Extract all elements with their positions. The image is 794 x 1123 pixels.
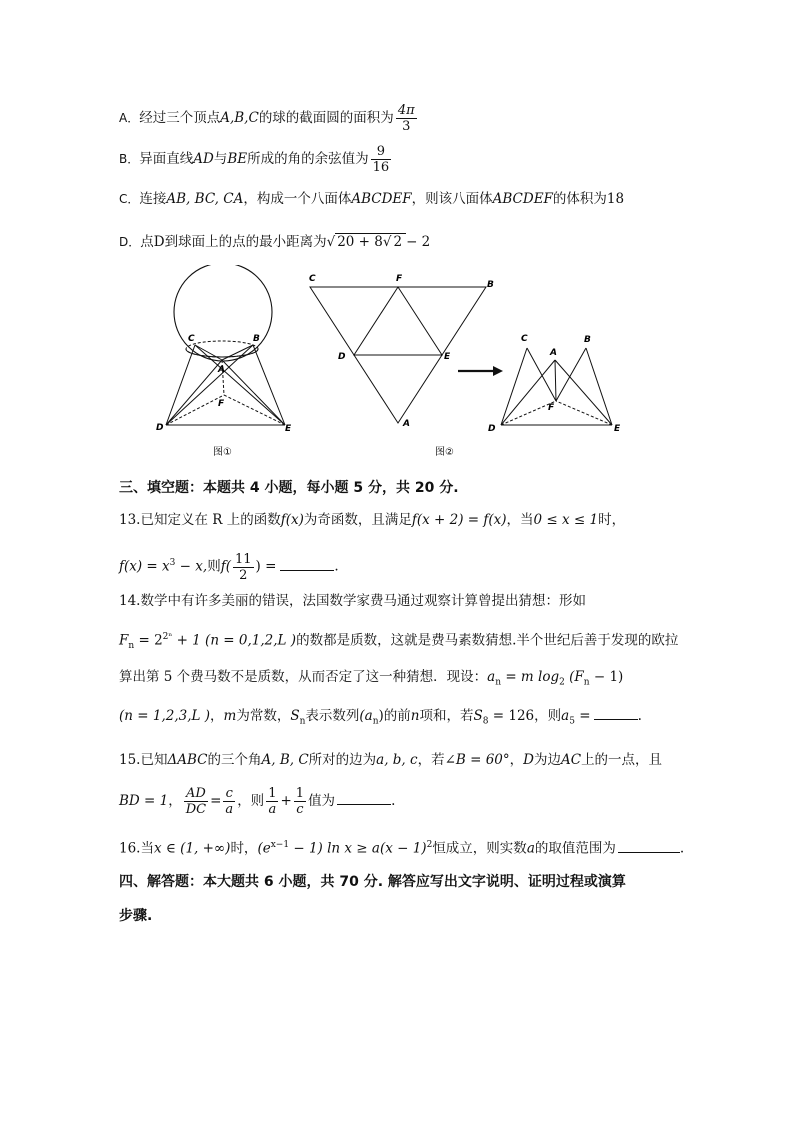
q13-text: 为奇函数，且满足	[303, 512, 412, 528]
q13-exponent: 3	[169, 558, 176, 568]
option-c-math-3: ABCDEF	[492, 191, 553, 207]
q15-math: AC	[560, 752, 582, 768]
q15-math: ΔABC	[167, 752, 208, 768]
label-D: D	[338, 352, 346, 362]
option-b-fraction	[371, 144, 392, 175]
edge	[222, 360, 285, 425]
q15-math: =	[210, 793, 222, 809]
q13-text: 时，	[598, 512, 626, 528]
option-b-label: B．	[119, 152, 140, 166]
q15-fraction-2	[223, 786, 235, 817]
q15-text: 为边	[533, 752, 561, 768]
q14-math: = m log	[501, 669, 560, 685]
q15-text: 上的一点，且	[581, 752, 663, 768]
q14-exponent: 2ⁿ	[162, 632, 173, 642]
q16-text: 恒成立，则实数	[432, 840, 527, 857]
q14-math: )	[378, 708, 384, 724]
q14-math: =	[574, 708, 591, 724]
label-E: E	[285, 424, 292, 434]
figure-1	[156, 265, 292, 458]
q14-subscript: 5	[569, 716, 575, 727]
q14-math: n	[410, 708, 420, 724]
q13-fraction	[233, 552, 254, 583]
q15-text: ，则	[237, 793, 265, 809]
q14-math: a	[487, 669, 496, 685]
q16-line	[119, 834, 684, 860]
fraction-numerator: 1	[268, 786, 277, 801]
q15-math: D	[523, 752, 534, 768]
fraction-denominator: a	[268, 802, 277, 817]
fraction-denominator: c	[296, 802, 304, 817]
q13-text: ，当	[506, 512, 534, 528]
q13-text: .	[334, 558, 339, 575]
figure-1-caption: 图①	[213, 447, 232, 458]
q16-text: 16.当	[119, 840, 154, 857]
q13-math: f(	[220, 558, 231, 575]
q13-math: 0 ≤ x ≤ 1	[533, 512, 599, 528]
q16-exponent: 2	[426, 840, 433, 850]
q13-math: − x,	[175, 558, 208, 575]
q14-line-4	[119, 705, 642, 733]
option-d-math-2: 2	[393, 234, 403, 250]
q14-text: 算出第 5 个费马数不是质数，从而否定了这一种猜想．现设：	[119, 669, 488, 685]
edge	[586, 348, 612, 425]
q15-math: BD = 1	[119, 793, 169, 809]
option-a-math-1: A,B,C	[220, 110, 259, 126]
q14-text: 项和，若	[419, 708, 474, 724]
label-B: B	[253, 334, 260, 344]
q15-math: A, B, C	[261, 752, 309, 768]
q14-subscript: 2	[559, 677, 565, 688]
option-a-text-1: 经过三个顶点	[139, 110, 221, 126]
option-d-text-1: 点D到球面上的点的最小距离为	[140, 234, 327, 250]
q14-text: 的前	[383, 708, 411, 724]
label-C: C	[188, 334, 195, 344]
q15-text: 所对的边为	[308, 752, 377, 768]
q15-fraction-4	[294, 786, 306, 817]
fraction-numerator: AD	[184, 786, 208, 802]
q14-subscript: n	[372, 716, 379, 727]
edge	[166, 345, 195, 425]
q14-math: (a	[359, 708, 373, 724]
answer-blank[interactable]	[280, 557, 334, 571]
fraction-denominator: 3	[402, 119, 411, 134]
option-b-text-1: 异面直线	[139, 151, 194, 167]
sphere	[174, 265, 272, 361]
q14-text: .	[637, 708, 642, 724]
q14-subscript: n	[299, 716, 306, 727]
q13-line-1	[119, 509, 625, 531]
figure-2	[309, 274, 494, 458]
fraction-numerator: 11	[234, 551, 252, 567]
q14-subscript: n	[495, 677, 502, 688]
edge	[222, 345, 253, 360]
q14-text: 为常数，	[236, 708, 291, 724]
q15-text: ，	[168, 793, 182, 809]
q15-text: 值为	[308, 793, 336, 809]
q15-fraction-3	[266, 786, 278, 817]
q15-text: 的三个角	[207, 752, 262, 768]
q16-math: − 1) ln x ≥ a(x − 1)	[289, 840, 427, 857]
q15-math: a, b, c	[376, 752, 418, 768]
edge	[501, 360, 555, 425]
fraction-numerator: 4π	[397, 103, 415, 118]
q13-math: f(x + 2) = f(x)	[411, 512, 507, 528]
option-c-text-3: ，则该八面体	[411, 191, 493, 207]
label-B: B	[487, 280, 494, 290]
label-F: F	[218, 399, 225, 409]
option-c	[119, 188, 624, 210]
edge	[556, 348, 586, 401]
q15-text: 15.已知	[119, 752, 168, 768]
q14-math: S	[473, 708, 483, 724]
option-d-math-3: − 2	[406, 234, 431, 250]
q14-math: F	[119, 632, 129, 649]
q15-math: +	[280, 793, 292, 809]
q14-math: = 126	[488, 708, 535, 724]
option-a	[119, 102, 419, 134]
figure-area	[0, 265, 794, 465]
q14-math: − 1)	[589, 669, 624, 685]
q14-text: 表示数列	[305, 708, 360, 724]
q14-text: 的数都是质数，这就是费马素数猜想.半个世纪后善于发现的欧拉	[296, 632, 679, 649]
q14-text: ，则	[534, 708, 562, 724]
label-C: C	[521, 334, 528, 344]
option-b-math-1: AD	[193, 151, 214, 167]
option-d-label: D．	[119, 235, 141, 249]
edge	[166, 360, 222, 425]
option-b-math-2: BE	[227, 151, 248, 167]
q16-exponent: x−1	[270, 840, 290, 850]
label-F: F	[548, 403, 555, 413]
option-a-text-2: 的球的截面圆的面积为	[258, 110, 394, 126]
q16-text: .	[679, 840, 685, 857]
option-c-text-2: ，构成一个八面体	[243, 191, 352, 207]
fraction-numerator: 1	[295, 786, 305, 801]
hidden-edge	[224, 395, 285, 425]
fraction-denominator: DC	[185, 802, 207, 817]
q14-math: m	[223, 708, 237, 724]
q15-line-1	[119, 749, 662, 771]
option-b-text-2: 与	[213, 151, 228, 167]
q16-math: a	[526, 840, 535, 857]
option-d	[119, 231, 430, 253]
option-c-text-1: 连接	[139, 191, 167, 207]
q15-text: .	[391, 793, 396, 809]
q14-math: S	[290, 708, 300, 724]
q16-math: x ∈ (1, +∞)	[153, 840, 231, 857]
q16-math: (e	[257, 840, 271, 857]
option-d-math-1: 20 + 8	[337, 234, 383, 250]
section-4-heading-line-1: 四、解答题：本大题共 6 小题，共 70 分. 解答应写出文字说明、证明过程或演算	[119, 874, 626, 890]
fraction-numerator: 9	[371, 144, 392, 160]
q14-line-1: 14.数学中有许多美丽的错误，法国数学家费马通过观察计算曾提出猜想：形如	[119, 593, 586, 609]
q14-line-2	[119, 626, 678, 657]
q16-text: 的取值范围为	[534, 840, 616, 857]
q15-line-2	[119, 784, 395, 818]
q14-math: (F	[564, 669, 584, 685]
answer-blank[interactable]	[594, 706, 638, 720]
edge	[501, 348, 527, 425]
option-c-label: C．	[119, 192, 140, 206]
q13-math: f(x) = x	[119, 558, 170, 575]
option-b	[119, 143, 393, 175]
q14-subscript: n	[128, 641, 135, 652]
transform-arrow	[458, 366, 503, 376]
q14-subscript: 8	[482, 716, 489, 727]
q14-text: ，	[210, 708, 224, 724]
label-A: A	[218, 365, 225, 375]
fraction-denominator: 16	[372, 160, 390, 175]
label-B: B	[584, 335, 591, 345]
q14-line-3	[119, 666, 623, 694]
q15-math: ∠B = 60°	[444, 752, 510, 768]
hidden-edge	[556, 401, 612, 425]
q13-line-2	[119, 547, 339, 583]
q15-text: ，	[509, 752, 524, 768]
edge	[555, 360, 556, 401]
sqrt-sign: √	[326, 234, 336, 250]
label-F: F	[396, 274, 403, 284]
edge	[555, 360, 612, 425]
q16-text: 时，	[230, 840, 258, 857]
inner-sqrt-sign: √	[382, 234, 392, 250]
option-c-math-2: ABCDEF	[351, 191, 412, 207]
q14-math: (n = 1,2,3,L )	[119, 708, 211, 724]
option-c-text-4: 的体积为18	[552, 191, 625, 207]
answer-blank[interactable]	[337, 791, 391, 805]
q14-math: a	[561, 708, 570, 724]
section-4-heading-line-2: 步骤.	[119, 908, 153, 924]
label-A: A	[403, 419, 410, 429]
hidden-edge	[166, 395, 224, 425]
q14-subscript: n	[583, 677, 590, 688]
edge	[195, 345, 222, 360]
fraction-numerator: c	[223, 786, 235, 802]
q15-text: ，若	[417, 752, 445, 768]
option-a-label: A．	[119, 111, 140, 125]
answer-blank[interactable]	[618, 839, 680, 853]
q13-math: f(x)	[280, 512, 304, 528]
edge	[253, 345, 285, 425]
label-E: E	[614, 424, 621, 434]
option-a-fraction	[396, 103, 417, 134]
q13-text: 13.已知定义在 R 上的函数	[119, 512, 281, 528]
inner-triangle	[354, 287, 442, 355]
option-c-math-1: AB, BC, CA	[166, 191, 244, 207]
q13-text: 则	[207, 558, 221, 575]
figure-3	[488, 334, 621, 434]
label-D: D	[156, 423, 164, 433]
section-3-heading: 三、填空题：本题共 4 小题，每小题 5 分，共 20 分.	[119, 480, 459, 496]
q14-math: = 2	[134, 632, 163, 649]
label-C: C	[309, 274, 316, 284]
fraction-denominator: a	[225, 802, 234, 817]
option-b-text-3: 所成的角的余弦值为	[247, 151, 369, 167]
label-A: A	[550, 348, 557, 358]
q14-math: + 1 (n = 0,1,2,L )	[172, 632, 297, 649]
figure-2-caption: 图②	[435, 447, 454, 458]
label-D: D	[488, 424, 496, 434]
sqrt-radicand	[335, 233, 406, 250]
label-E: E	[444, 352, 451, 362]
q13-math: ) =	[255, 558, 277, 575]
fraction-denominator: 2	[239, 567, 248, 583]
q15-fraction-1	[184, 786, 208, 817]
